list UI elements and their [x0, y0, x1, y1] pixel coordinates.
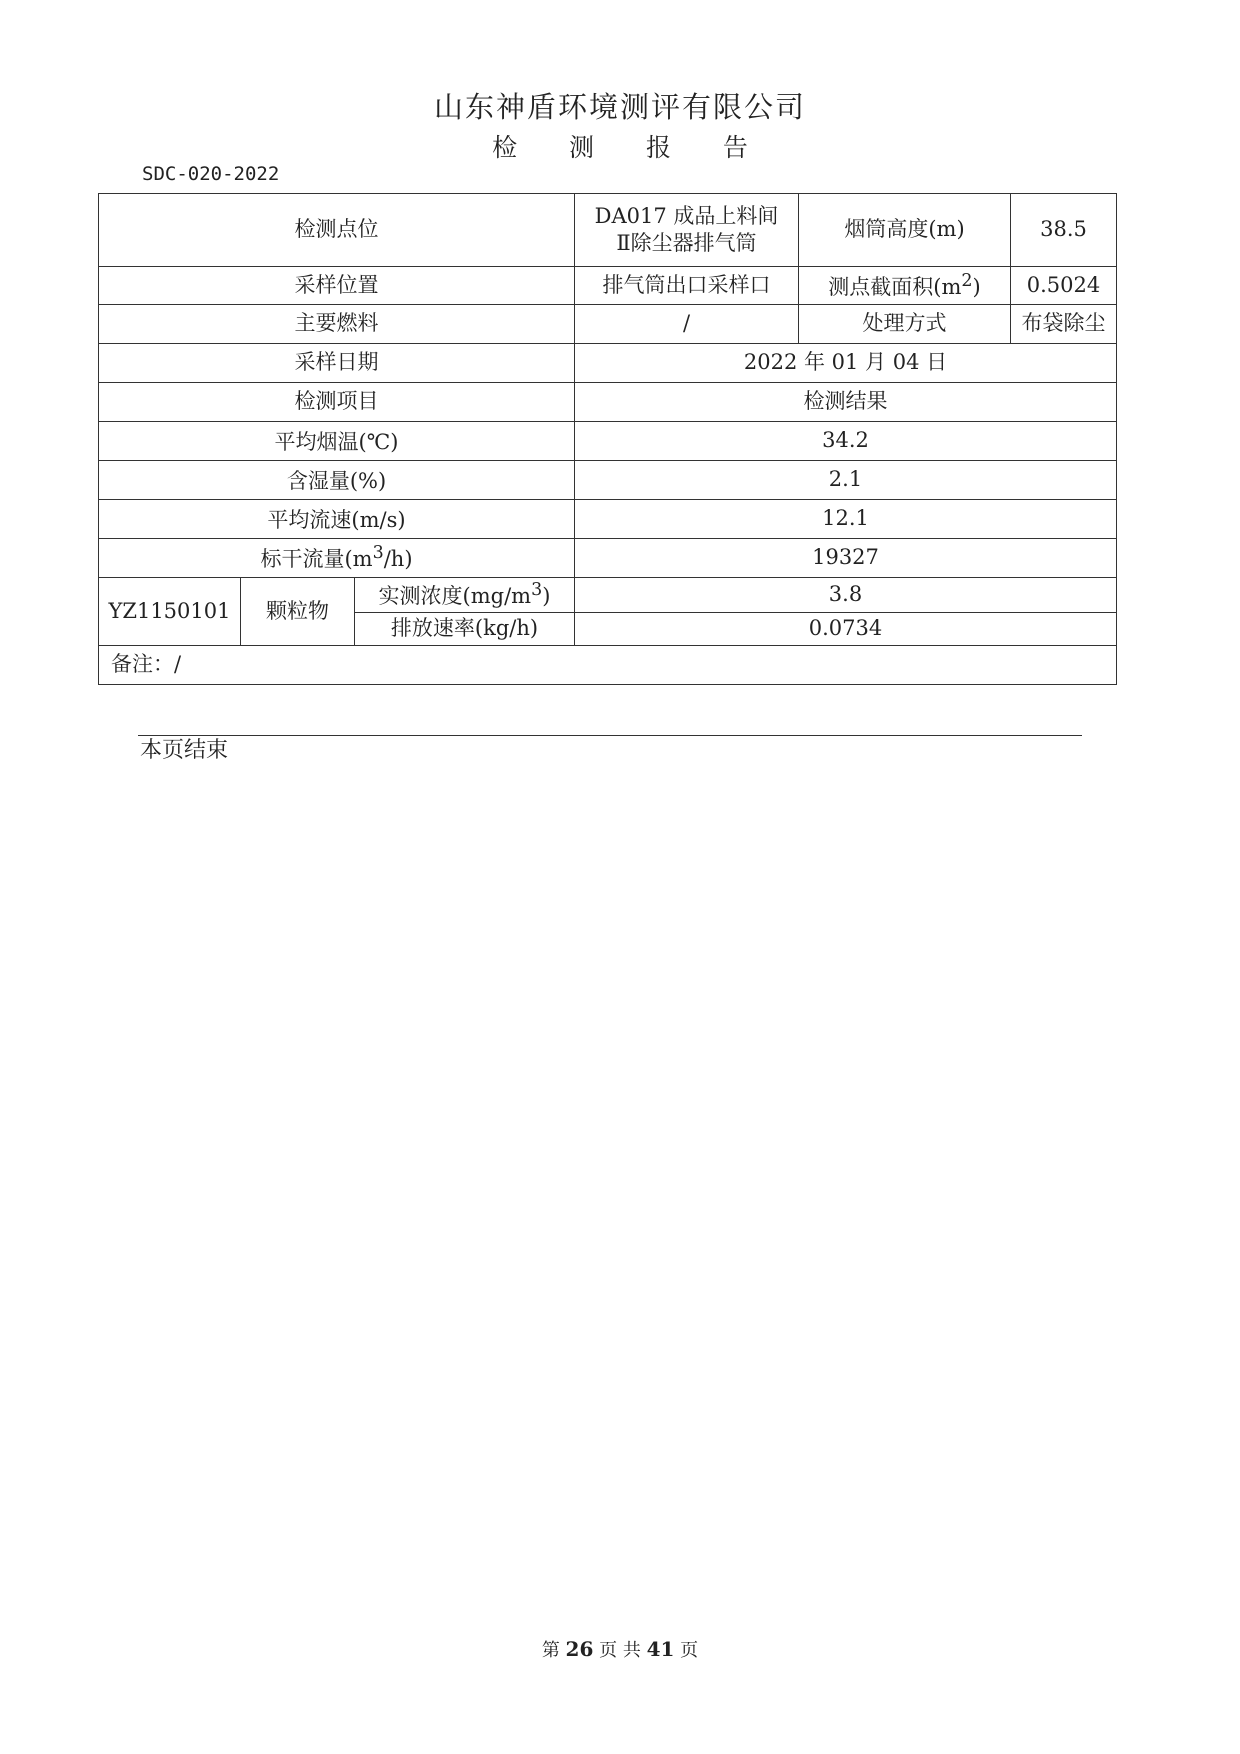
remark: 备注：/	[99, 646, 1117, 685]
table-row	[99, 500, 1117, 539]
table-row	[99, 344, 1117, 383]
table-row	[99, 461, 1117, 500]
stack-height-value: 38.5	[1011, 194, 1117, 267]
treatment-label: 处理方式	[799, 305, 1011, 344]
sampling-date-label: 采样日期	[99, 344, 575, 383]
item-header: 检测项目	[99, 383, 575, 422]
dry-flow-label: 标干流量$(m^3/h)$	[99, 539, 575, 578]
table-row	[99, 305, 1117, 344]
report-number: SDC-020-2022	[142, 163, 280, 185]
table-row	[99, 383, 1117, 422]
avg-temperature-value: 34.2	[575, 422, 1117, 461]
table-row	[99, 646, 1117, 685]
main-fuel-label: 主要燃料	[99, 305, 575, 344]
concentration-value: 3.8	[575, 578, 1117, 613]
company-name: 山东神盾环境测评有限公司	[433, 90, 806, 124]
moisture-value: 2.1	[575, 461, 1117, 500]
moisture-label: 含湿量(%)	[99, 461, 575, 500]
monitoring-point-value-line1: DA017 成品上料间	[594, 203, 779, 228]
treatment-value: 布袋除尘	[1011, 305, 1117, 344]
stack-height-label: 烟筒高度(m)	[799, 194, 1011, 267]
emission-rate-label: 排放速率(kg/h)	[355, 613, 575, 646]
table-row	[99, 539, 1117, 578]
report-title: 检 测 报 告	[492, 133, 770, 162]
avg-velocity-value: 12.1	[575, 500, 1117, 539]
emission-rate-value: 0.0734	[575, 613, 1117, 646]
footer-suffix: 页	[680, 1640, 699, 1661]
test-result-table	[98, 193, 1117, 685]
monitoring-point-label: 检测点位	[99, 194, 575, 267]
sampling-date-value: 2022 年 01 月 04 日	[575, 344, 1117, 383]
table-row	[99, 422, 1117, 461]
page-total: 41	[646, 1637, 675, 1661]
sampling-location-label: 采样位置	[99, 267, 575, 305]
bottom-rule	[138, 735, 1082, 736]
pollutant-name: 颗粒物	[241, 578, 355, 646]
table-row	[99, 194, 1117, 267]
page-footer	[0, 1636, 1240, 1662]
concentration-label: 实测浓度$(mg/m^3)$	[355, 578, 575, 613]
sampling-location-value: 排气筒出口采样口	[575, 267, 799, 305]
table-row	[99, 267, 1117, 305]
pollutant-code: YZ1150101	[99, 578, 241, 646]
monitoring-point-value	[575, 194, 799, 267]
section-area-label: 测点截面积$(m^2)$	[799, 267, 1011, 305]
avg-velocity-label: 平均流速(m/s)	[99, 500, 575, 539]
table-row	[99, 578, 1117, 613]
footer-prefix: 第	[541, 1640, 560, 1661]
monitoring-point-value-line2: Ⅱ除尘器排气筒	[616, 231, 757, 255]
result-header: 检测结果	[575, 383, 1117, 422]
avg-temperature-label: 平均烟温(℃)	[99, 422, 575, 461]
dry-flow-value: 19327	[575, 539, 1117, 578]
page-number: 26	[565, 1637, 594, 1661]
end-of-page-note: 本页结束	[140, 738, 229, 763]
footer-middle: 页 共	[599, 1640, 641, 1661]
section-area-value: 0.5024	[1011, 267, 1117, 305]
main-fuel-value: /	[575, 305, 799, 344]
